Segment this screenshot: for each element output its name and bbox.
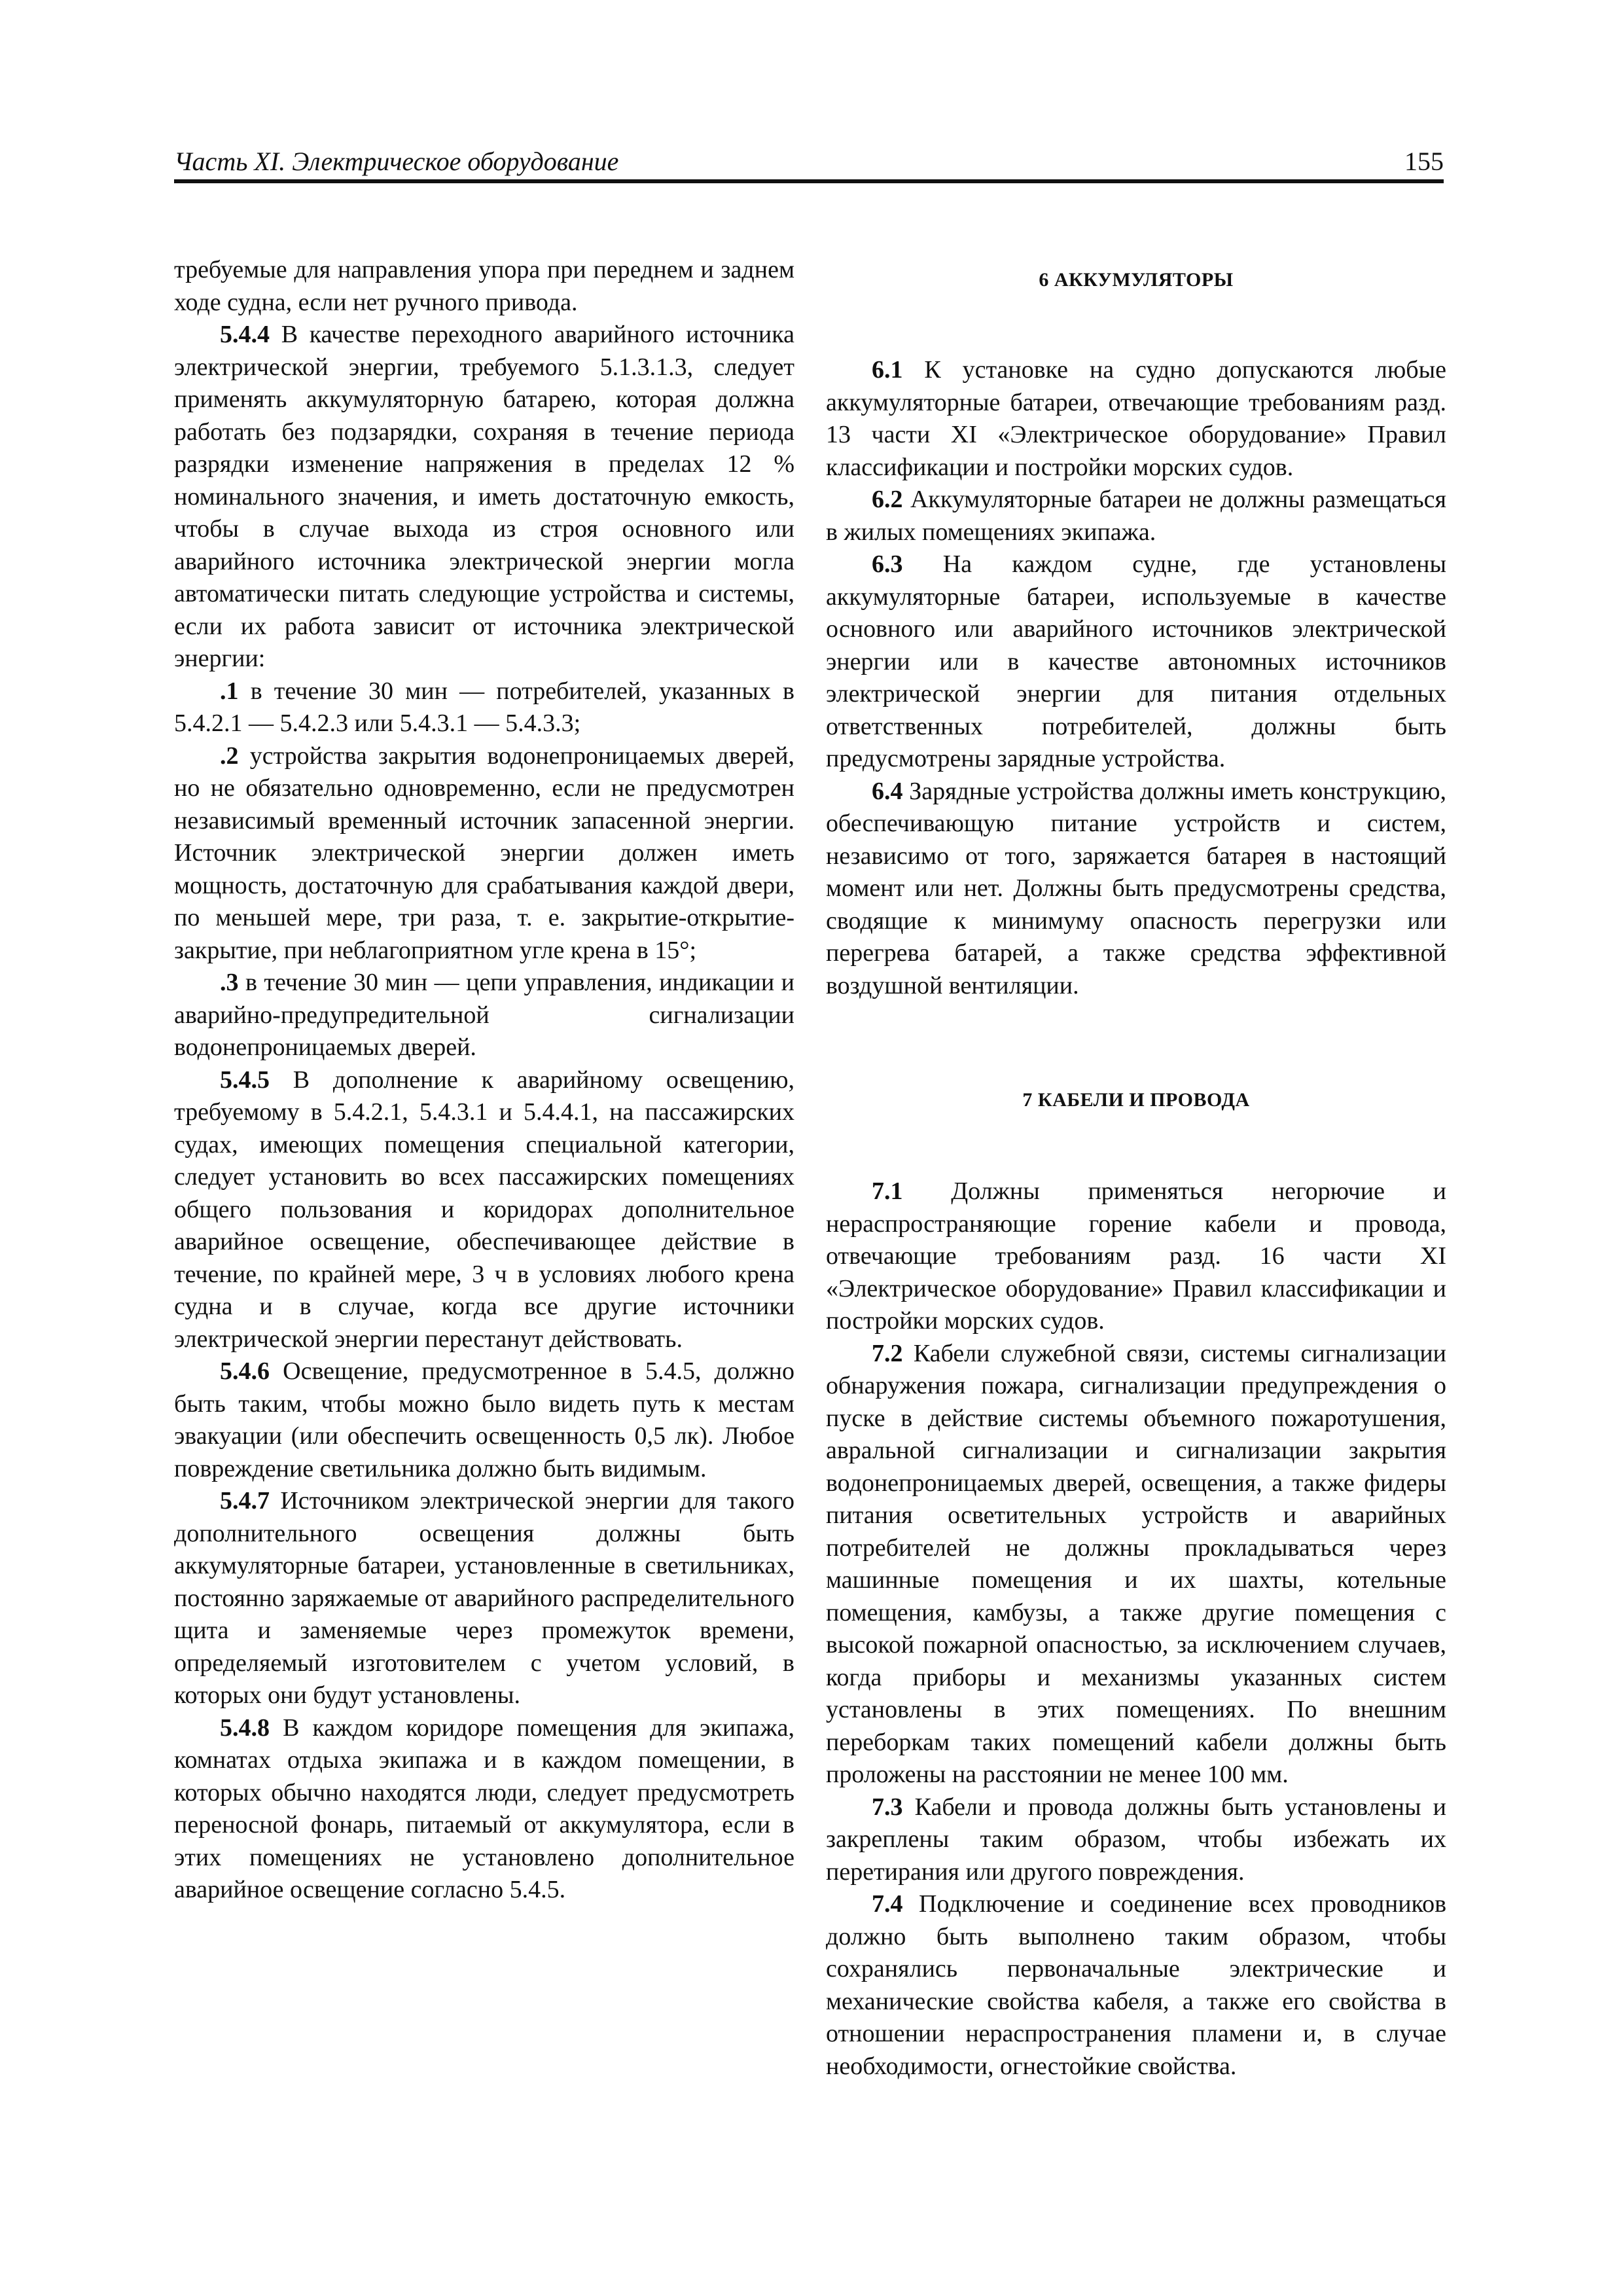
clause-7-3: 7.3 Кабели и провода должны быть установлены и закреплены таким образом, чтобы избежать их перетирания или другого повреждения.: [826, 1793, 1446, 1886]
left-column: [174, 254, 794, 1907]
clause-number: 7.3: [872, 1793, 903, 1821]
clause-5-4-6: 5.4.6 Освещение, предусмотренное в 5.4.5, должно быть таким, чтобы можно было видеть путь к местам эвакуации (или обеспечить освещенность 0,5 лк). Любое повреждение светильника должно быть видимым.: [174, 1357, 795, 1482]
header-title: Часть XI. Электрическое оборудование: [174, 147, 619, 176]
item-number: .2: [220, 742, 239, 770]
page-number: 155: [1404, 147, 1444, 176]
clause-number: 5.4.6: [220, 1357, 270, 1385]
clause-number: 6.1: [872, 356, 903, 384]
clause-number: 7.2: [872, 1339, 903, 1367]
clause-5-4-8: 5.4.8 В каждом коридоре помещения для экипажа, комнатах отдыха экипажа и в каждом помещении, в которых обычно находятся люди, следует предусмотреть переносной фонарь, питаемый от аккумулятора, если в этих помещениях не установлено дополнительное аварийное освещение согласно 5.4.5.: [174, 1713, 795, 1903]
clause-number: 5.4.4: [220, 321, 270, 348]
clause-number: 7.4: [872, 1890, 903, 1918]
clause-7-2: 7.2 Кабели служебной связи, системы сигнализации обнаружения пожара, сигнализации предупреждения о пуске в действие системы объемного пожаротушения, авральной сигнализации и сигнализации закрытия водонепроницаемых дверей, освещения, а также фидеры питания осветительных устройств и аварийных потребителей не должны прокладываться через машинные помещения и их шахты, котельные помещения, камбузы, а также другие помещения с высокой пожарной опасностью, за исключением случаев, когда приборы и механизмы указанных систем установлены в этих помещениях. По внешним переборкам таких помещений кабели должны быть проложены на расстоянии не менее 100 мм.: [826, 1339, 1446, 1788]
list-item-2: .2 устройства закрытия водонепроницаемых дверей, но не обязательно одновременно, если не предусмотрен независимый временный источник запасенной энергии. Источник электрической энергии должен иметь мощность, достаточную для срабатывания каждой двери, по меньшей мере, три раза, т. е. закрытие-открытие-закрытие, при неблагоприятном угле крена в 15°;: [174, 742, 794, 964]
running-header: [174, 141, 1444, 183]
clause-7-1: 7.1 Должны применяться негорючие и нераспространяющие горение кабели и провода, отвечающие требованиям разд. 16 части XI «Электрическое оборудование» Правил классификации и постройки морских судов.: [826, 1177, 1446, 1335]
clause-number: 6.4: [872, 777, 903, 805]
clause-5-4-7: 5.4.7 Источником электрической энергии для такого дополнительного освещения должны быть аккумуляторные батареи, установленные в светильниках, постоянно заряжаемые от аварийного распределительного щита и заменяемые через промежуток времени, определяемый изготовителем с учетом условий, в которых они будут установлены.: [174, 1487, 794, 1709]
clause-6-4: 6.4 Зарядные устройства должны иметь конструкцию, обеспечивающую питание устройств и систем, независимо от того, заряжается батарея в настоящий момент или нет. Должны быть предусмотрены средства, сводящие к минимуму опасность перегрузки или перегрева батарей, а также средства эффективной воздушной вентиляции.: [826, 777, 1447, 999]
right-column: [826, 254, 1446, 2083]
list-item-1: .1 в течение 30 мин — потребителей, указанных в 5.4.2.1 — 5.4.2.3 или 5.4.3.1 — 5.4.3.3;: [174, 677, 795, 737]
list-item-3: .3 в течение 30 мин — цепи управления, индикации и аварийно-предупредительной сигнализации водонепроницаемых дверей.: [174, 969, 794, 1061]
clause-7-4: 7.4 Подключение и соединение всех проводников должно быть выполнено таким образом, чтобы сохранялись первоначальные электрические и механические свойства кабеля, а также его свойства в отношении нераспространения пламени и, в случае необходимости, огнестойкие свойства.: [826, 1890, 1447, 2080]
clause-number: 6.2: [872, 486, 903, 513]
clause-6-1: 6.1 К установке на судно допускаются любые аккумуляторные батареи, отвечающие требованиям разд. 13 части XI «Электрическое оборудование» Правил классификации и постройки морских судов.: [826, 356, 1447, 481]
clause-number: 5.4.8: [220, 1713, 270, 1742]
section-6-title: 6 АККУМУЛЯТОРЫ: [1039, 269, 1234, 291]
clause-number: 5.4.5: [220, 1066, 270, 1094]
clause-number: 5.4.7: [220, 1487, 270, 1515]
clause-5-4-5: 5.4.5 В дополнение к аварийному освещению, требуемому в 5.4.2.1, 5.4.3.1 и 5.4.4.1, на пассажирских судах, имеющих помещения специальной категории, следует установить во всех пассажирских помещениях общего пользования и коридорах дополнительное аварийное освещение, обеспечивающее действие в течение, по крайней мере, 3 ч в условиях любого крена судна и в случае, когда все другие источники электрической энергии перестанут действовать.: [174, 1066, 794, 1353]
item-number: .3: [220, 969, 239, 996]
clause-number: 7.1: [872, 1177, 903, 1205]
clause-6-2: 6.2 Аккумуляторные батареи не должны размещаться в жилых помещениях экипажа.: [826, 486, 1447, 546]
paragraph-continuation: требуемые для направления упора при переднем и заднем ходе судна, если нет ручного привода.: [174, 256, 794, 316]
clause-number: 6.3: [872, 550, 903, 578]
clause-6-3: 6.3 На каждом судне, где установлены аккумуляторные батареи, используемые в качестве основного или аварийного источников электрической энергии или в качестве автономных источников электрической энергии для питания отдельных ответственных потребителей, должны быть предусмотрены зарядные устройства.: [826, 550, 1447, 772]
clause-5-4-4: 5.4.4 В качестве переходного аварийного источника электрической энергии, требуемого 5.1.3.1.3, следует применять аккумуляторную батарею, которая должна работать без подзарядки, сохраняя в течение периода разрядки изменение напряжения в пределах 12 % номинального значения, и иметь достаточную емкость, чтобы в случае выхода из строя основного или аварийного источника электрической энергии могла автоматически питать следующие устройства и системы, если их работа зависит от источника электрической энергии:: [174, 321, 795, 672]
item-number: .1: [220, 677, 239, 705]
section-7-title: 7 КАБЕЛИ И ПРОВОДА: [1022, 1089, 1250, 1111]
